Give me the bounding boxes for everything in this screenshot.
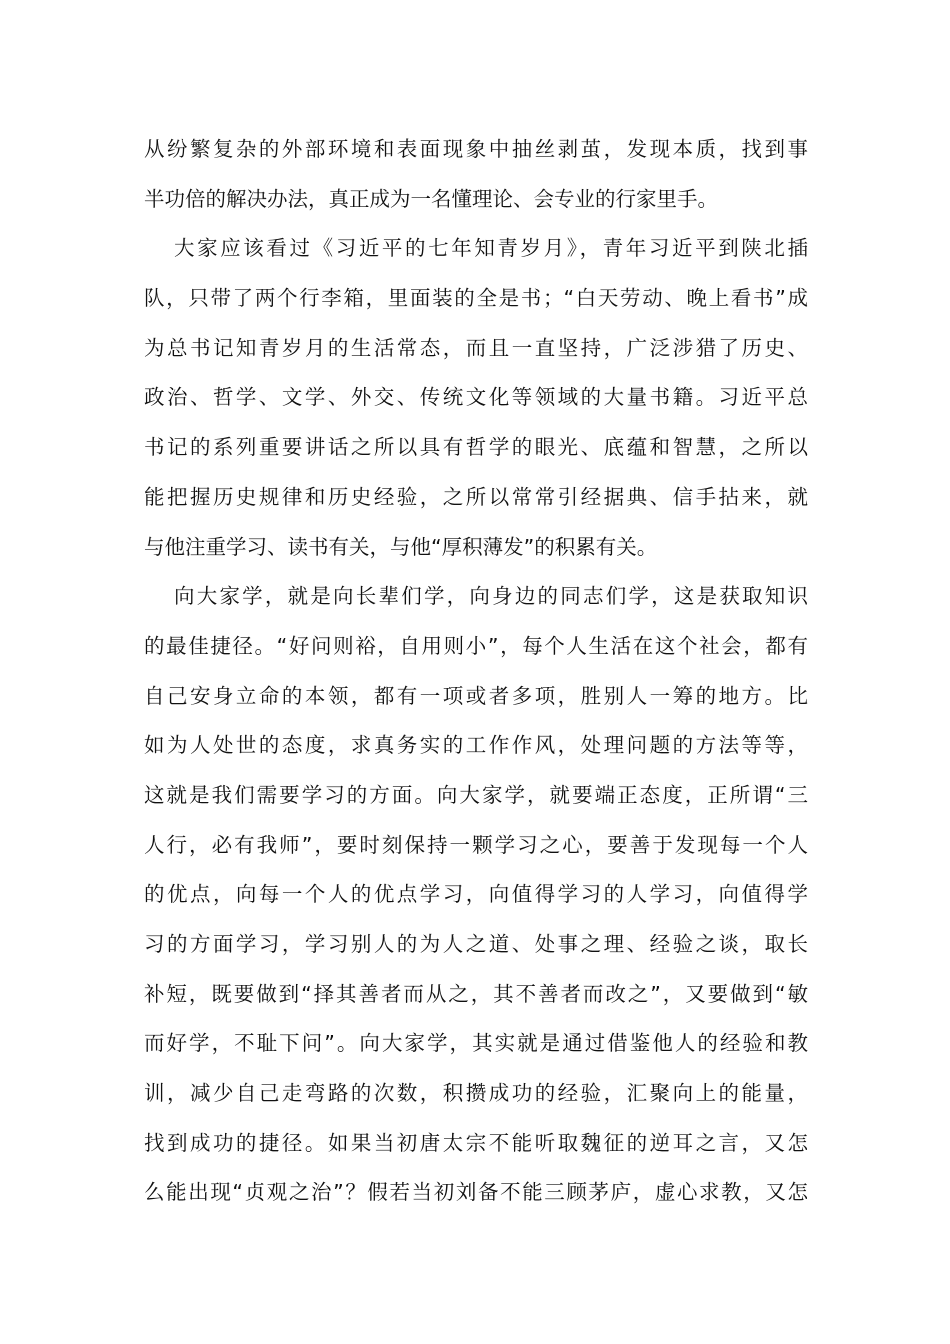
text-line: 与他注重学习、读书有关，与他“厚积薄发”的积累有关。 — [144, 534, 658, 559]
text-line: 找到成功的捷径。如果当初唐太宗不能听取魏征的逆耳之言，又怎 — [144, 1130, 808, 1155]
text-line: 补短，既要做到“择其善者而从之，其不善者而改之”，又要做到“敏 — [144, 981, 808, 1006]
text-line: 的优点，向每一个人的优点学习，向值得学习的人学习，向值得学 — [144, 882, 808, 907]
text-line: 队，只带了两个行李箱，里面装的全是书；“白天劳动、晚上看书”成 — [144, 286, 808, 311]
text-line: 的最佳捷径。“好问则裕，自用则小”，每个人生活在这个社会，都有 — [144, 633, 808, 658]
text-line: 半功倍的解决办法，真正成为一名懂理论、会专业的行家里手。 — [144, 186, 718, 211]
text-line: 从纷繁复杂的外部环境和表面现象中抽丝剥茧，发现本质，找到事 — [144, 137, 808, 161]
text-line: 书记的系列重要讲话之所以具有哲学的眼光、底蕴和智慧，之所以 — [144, 435, 808, 460]
text-line: 这就是我们需要学习的方面。向大家学，就要端正态度，正所谓“三 — [144, 782, 808, 807]
text-line: 政治、哲学、文学、外交、传统文化等领域的大量书籍。习近平总 — [144, 385, 808, 410]
text-line: 自己安身立命的本领，都有一项或者多项，胜别人一筹的地方。比 — [144, 683, 808, 708]
text-line: 而好学，不耻下问”。向大家学，其实就是通过借鉴他人的经验和教 — [144, 1031, 808, 1056]
text-line: 能把握历史规律和历史经验，之所以常常引经据典、信手拈来，就 — [144, 484, 808, 509]
text-line: 如为人处世的态度，求真务实的工作作风，处理问题的方法等等， — [144, 733, 808, 758]
text-line: 习的方面学习，学习别人的为人之道、处事之理、经验之谈，取长 — [144, 932, 808, 956]
text-line: 为总书记知青岁月的生活常态，而且一直坚持，广泛涉猎了历史、 — [144, 335, 808, 360]
body-text — [144, 125, 808, 1218]
text-line: 么能出现“贞观之治”？假若当初刘备不能三顾茅庐，虚心求教，又怎 — [144, 1180, 808, 1205]
text-line: 人行，必有我师”，要时刻保持一颗学习之心，要善于发现每一个人 — [144, 832, 808, 857]
text-line: 训，减少自己走弯路的次数，积攒成功的经验，汇聚向上的能量， — [144, 1081, 808, 1106]
text-line: 向大家学，就是向长辈们学，向身边的同志们学，这是获取知识 — [174, 584, 808, 609]
text-line: 大家应该看过《习近平的七年知青岁月》，青年习近平到陕北插 — [174, 236, 808, 261]
